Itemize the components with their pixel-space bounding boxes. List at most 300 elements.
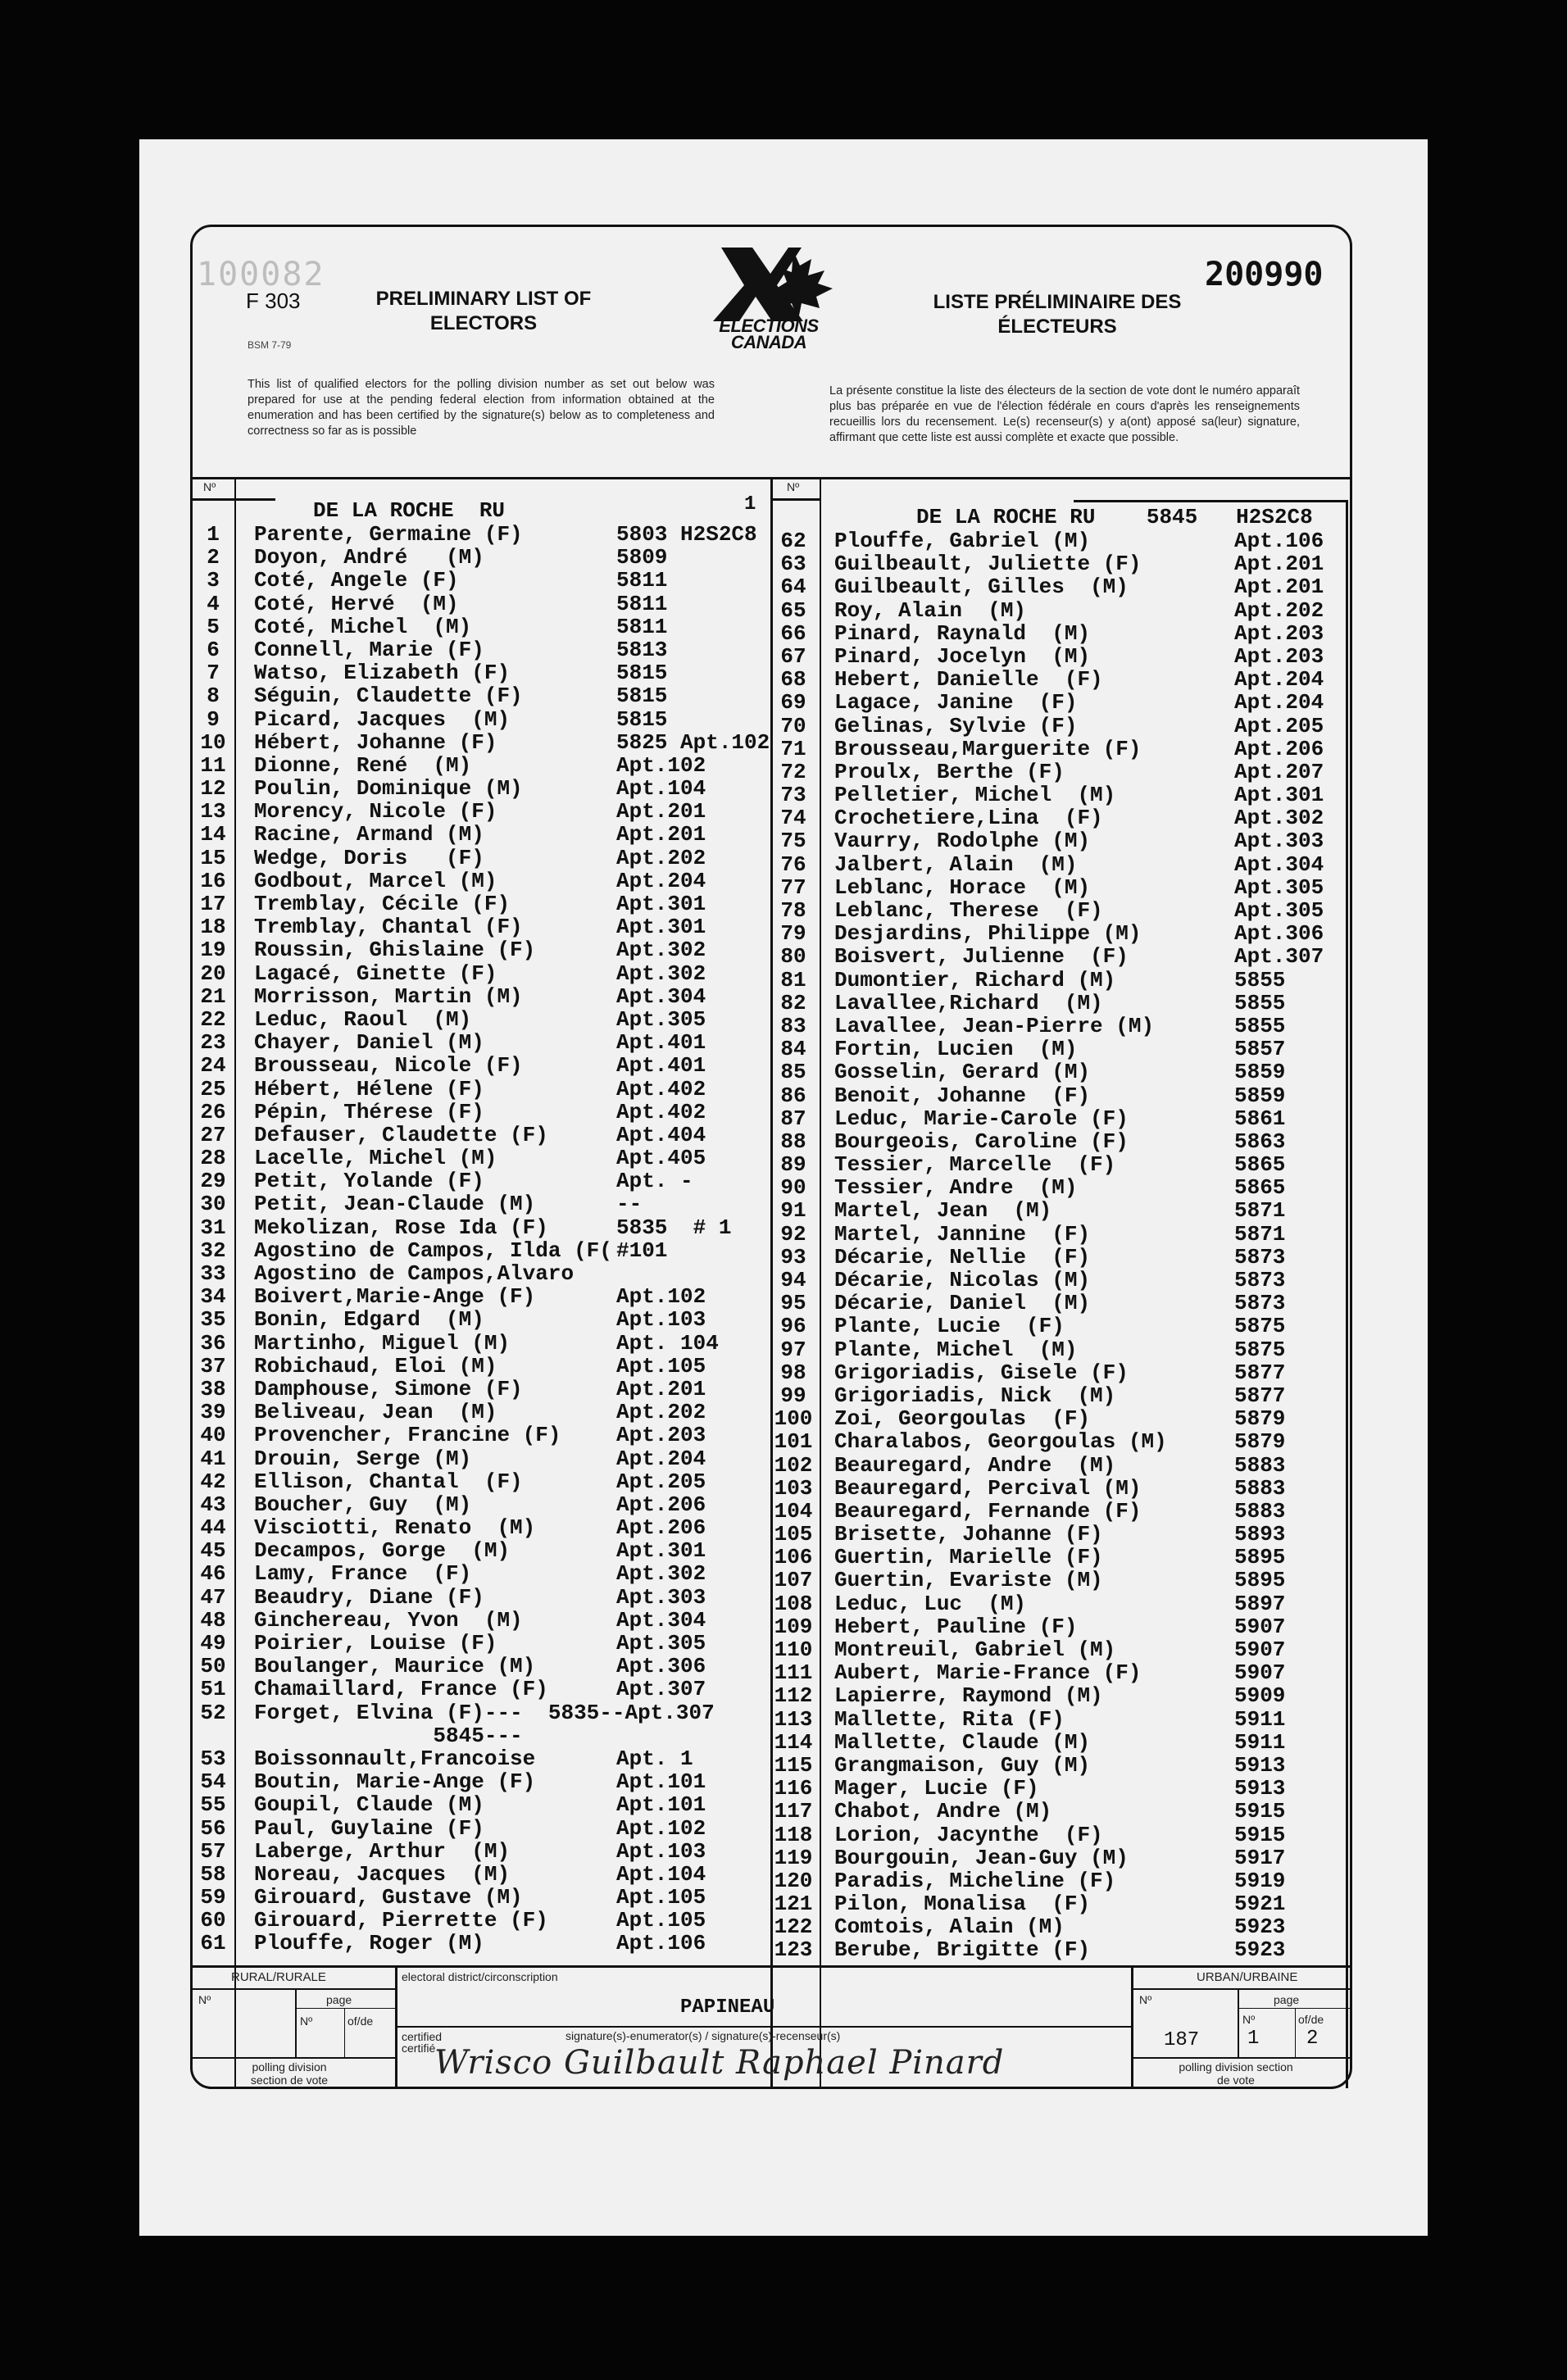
elector-address: Apt.203 <box>1234 620 1324 646</box>
elector-number: 28 <box>200 1146 226 1171</box>
elector-number: 117 <box>774 1799 813 1824</box>
elector-address: 5875 <box>1234 1314 1286 1339</box>
district-label: electoral district/circonscription <box>402 1970 558 1983</box>
elector-row <box>770 1569 1344 1592</box>
elector-row <box>190 1285 767 1308</box>
elector-name: Pilon, Monalisa (F) <box>834 1892 1091 1917</box>
elector-address: 5877 <box>1234 1383 1286 1408</box>
elector-number: 80 <box>780 944 806 970</box>
elector-number: 107 <box>774 1568 813 1593</box>
elector-address: Apt.102 <box>616 1815 706 1841</box>
rural-no-label: Nº <box>198 1993 211 2006</box>
elector-row <box>770 1130 1344 1153</box>
elector-name: Dionne, René (M) <box>254 752 472 778</box>
elector-row <box>190 1424 767 1447</box>
elector-number: 13 <box>200 799 226 824</box>
elector-address: 5907 <box>1234 1614 1286 1639</box>
elector-row <box>770 1223 1344 1246</box>
elector-address: Apt.204 <box>1234 667 1324 693</box>
elector-address: Apt.301 <box>616 1538 706 1564</box>
elector-address: Apt.103 <box>616 1307 706 1333</box>
elector-name: Montreuil, Gabriel (M) <box>834 1637 1116 1662</box>
elector-row <box>190 1216 767 1239</box>
elector-name: Forget, Elvina (F)--- 5835--Apt.307 <box>254 1700 715 1725</box>
district-value: PAPINEAU <box>680 1996 775 2019</box>
elector-address: 5815 <box>616 661 668 686</box>
elector-row <box>190 1262 767 1285</box>
elector-address: 5921 <box>1234 1892 1286 1917</box>
elector-number: 27 <box>200 1122 226 1147</box>
elector-name: Lavallee, Jean-Pierre (M) <box>834 1013 1155 1038</box>
elector-address: 5895 <box>1234 1545 1286 1570</box>
elector-name: Mallette, Rita (F) <box>834 1706 1065 1732</box>
elector-name: Martel, Jean (M) <box>834 1198 1052 1224</box>
right-header-rule <box>1074 500 1347 502</box>
left-page-mark: 1 <box>744 493 756 516</box>
elector-number: 9 <box>207 706 220 732</box>
elector-row <box>190 638 767 661</box>
elector-number: 17 <box>200 892 226 916</box>
elector-row <box>770 529 1344 552</box>
elector-number: 106 <box>774 1545 813 1570</box>
title-french-line2: ÉLECTEURS <box>997 316 1117 338</box>
elector-row <box>770 806 1344 829</box>
elector-name: Hébert, Johanne (F) <box>254 729 497 755</box>
elector-number: 2 <box>207 545 220 570</box>
enumerator-signatures: Wrisco Guilbault Raphael Pinard <box>434 2044 1005 2082</box>
elector-name: Pelletier, Michel (M) <box>834 783 1116 808</box>
elector-address: 5873 <box>1234 1244 1286 1269</box>
faint-document-number: 100082 <box>197 256 325 293</box>
elector-address: Apt.202 <box>616 1400 706 1425</box>
elector-number: 60 <box>200 1908 226 1933</box>
elector-address: 5861 <box>1234 1106 1286 1131</box>
elector-row <box>770 1084 1344 1107</box>
left-no-header-rule <box>190 498 275 501</box>
elector-row <box>770 1708 1344 1731</box>
elector-name: Pépin, Thérese (F) <box>254 1099 484 1124</box>
elector-address: Apt.207 <box>1234 759 1324 784</box>
right-edge-line <box>1346 500 1348 2088</box>
elector-name: Paul, Guylaine (F) <box>254 1815 484 1841</box>
elector-row <box>770 575 1344 598</box>
elector-row <box>190 1909 767 1932</box>
elector-name: Tremblay, Cécile (F) <box>254 892 511 916</box>
elector-address: Apt.305 <box>1234 898 1324 923</box>
rural-page-rule <box>295 2008 395 2009</box>
elector-name: Fortin, Lucien (M) <box>834 1037 1078 1062</box>
elector-row <box>190 1724 767 1747</box>
elector-number: 21 <box>200 983 226 1009</box>
elector-row <box>190 777 767 800</box>
elector-name: Petit, Jean-Claude (M) <box>254 1192 536 1217</box>
elector-name: Plante, Lucie (F) <box>834 1314 1065 1339</box>
intro-paragraph-french: La présente constitue la liste des électeurs de la section de vote dont le numéro apparaît plus bas préparée en vue de l'élection fédérale en cours d'après les renseignements recueillis lors du recensement. Le(s) recenseur(s) y a(ont) apposé sa(leur) signature, affirmant que cette liste est aussi complète et exacte que possible. <box>829 384 1300 444</box>
elector-name: Leduc, Raoul (M) <box>254 1006 472 1032</box>
elector-address: Apt.405 <box>616 1146 706 1171</box>
elector-name: Racine, Armand (M) <box>254 822 484 847</box>
elector-name: Desjardins, Philippe (M) <box>834 921 1142 947</box>
elector-number: 11 <box>200 752 226 778</box>
elector-address: 5825 Apt.102 <box>616 729 770 755</box>
elector-number: 30 <box>200 1192 226 1217</box>
elector-address: Apt.303 <box>616 1584 706 1610</box>
elector-name: Grigoriadis, Nick (M) <box>834 1383 1116 1408</box>
elector-address: Apt.206 <box>616 1515 706 1541</box>
urban-division-number: 187 <box>1164 2029 1200 2051</box>
elector-name: Tessier, Marcelle (F) <box>834 1152 1116 1178</box>
elector-row <box>770 1684 1344 1707</box>
elector-number: 104 <box>774 1498 813 1524</box>
elector-number: 7 <box>207 661 220 686</box>
elector-name: Décarie, Nicolas (M) <box>834 1268 1091 1292</box>
urban-no-label: Nº <box>1139 1993 1152 2006</box>
elector-row <box>770 922 1344 945</box>
rural-of-label: of/de <box>347 2014 374 2028</box>
elector-address: 5883 <box>1234 1498 1286 1524</box>
elector-row <box>770 622 1344 645</box>
elector-row <box>190 1355 767 1378</box>
elector-address: 5809 <box>616 545 668 570</box>
elector-number: 63 <box>780 552 806 577</box>
elector-name: Lorion, Jacynthe (F) <box>834 1822 1103 1847</box>
elector-address: Apt.202 <box>1234 597 1324 623</box>
elector-number: 34 <box>200 1284 226 1310</box>
elector-address: Apt.201 <box>616 1376 706 1401</box>
urban-no-divider <box>1238 1988 1239 2057</box>
elector-name: Boisvert, Julienne (F) <box>834 944 1129 970</box>
urban-header-rule <box>1131 1988 1352 1990</box>
elector-row <box>770 1869 1344 1892</box>
elector-address: Apt.305 <box>1234 874 1324 900</box>
elector-number: 25 <box>200 1076 226 1101</box>
elector-address: 5875 <box>1234 1337 1286 1362</box>
elector-number: 23 <box>200 1030 226 1056</box>
elector-address: 5877 <box>1234 1360 1286 1385</box>
elector-number: 1 <box>207 522 220 547</box>
elector-name: Grangmaison, Guy (M) <box>834 1752 1091 1778</box>
urban-of-label: of/de <box>1298 2013 1324 2026</box>
elector-number: 56 <box>200 1815 226 1841</box>
elector-row <box>190 1378 767 1401</box>
elector-name: Benoit, Johanne (F) <box>834 1083 1091 1108</box>
elector-number: 90 <box>780 1175 806 1201</box>
elector-address: Apt.206 <box>616 1492 706 1517</box>
rural-header-rule <box>190 1988 395 1990</box>
elector-row <box>190 1701 767 1724</box>
elector-row <box>770 1754 1344 1777</box>
elector-number: 116 <box>774 1776 813 1801</box>
elector-address: 5803 H2S2C8 <box>616 522 757 547</box>
elector-address: Apt.307 <box>1234 944 1324 970</box>
elector-name: Ginchereau, Yvon (M) <box>254 1607 523 1633</box>
elector-number: 66 <box>780 620 806 646</box>
elector-number: 51 <box>200 1677 226 1702</box>
urban-page-no-label: Nº <box>1242 2013 1256 2026</box>
elector-row <box>770 738 1344 761</box>
elector-name: Visciotti, Renato (M) <box>254 1515 536 1541</box>
elector-address: 5865 <box>1234 1175 1286 1201</box>
elector-address: Apt.204 <box>1234 690 1324 715</box>
elector-row <box>190 985 767 1008</box>
elector-name: Martinho, Miguel (M) <box>254 1330 511 1356</box>
elector-number: 78 <box>780 898 806 923</box>
elector-name: Chabot, Andre (M) <box>834 1799 1052 1824</box>
elector-name: Boissonnault,Francoise <box>254 1746 536 1771</box>
elector-name: Hebert, Pauline (F) <box>834 1614 1078 1639</box>
elector-address: Apt.101 <box>616 1769 706 1795</box>
elector-address: -- <box>616 1192 643 1217</box>
elector-address: Apt.203 <box>616 1423 706 1448</box>
urban-of-divider <box>1295 2008 1296 2057</box>
elector-row <box>190 1562 767 1585</box>
elector-name: Hebert, Danielle (F) <box>834 667 1103 693</box>
elector-number: 36 <box>200 1330 226 1356</box>
title-english-line2: ELECTORS <box>429 312 538 334</box>
elector-address: 5917 <box>1234 1845 1286 1870</box>
elector-number: 111 <box>774 1660 813 1686</box>
elector-name: Beauregard, Andre (M) <box>834 1452 1116 1478</box>
elector-number: 42 <box>200 1469 226 1494</box>
elector-row <box>190 1863 767 1886</box>
elector-number: 75 <box>780 829 806 854</box>
elector-row <box>190 847 767 870</box>
certified-label: certified certifié <box>402 2030 443 2055</box>
elector-name: Gelinas, Sylvie (F) <box>834 713 1078 738</box>
elector-name: Laberge, Arthur (M) <box>254 1838 511 1864</box>
elector-row <box>770 715 1344 738</box>
elector-row <box>770 1824 1344 1846</box>
elector-number: 26 <box>200 1099 226 1124</box>
elector-address: Apt.307 <box>616 1677 706 1702</box>
elector-address: Apt.104 <box>616 1861 706 1887</box>
elector-row <box>190 1147 767 1170</box>
elector-address: 5923 <box>1234 1937 1286 1963</box>
elector-number: 89 <box>780 1152 806 1178</box>
elector-name: Godbout, Marcel (M) <box>254 868 497 893</box>
elector-number: 115 <box>774 1752 813 1778</box>
elector-address: Apt.105 <box>616 1353 706 1378</box>
elector-name: Bourgouin, Jean-Guy (M) <box>834 1845 1129 1870</box>
elector-row <box>770 1153 1344 1176</box>
elector-name: Drouin, Serge (M) <box>254 1446 472 1471</box>
elector-address: Apt.205 <box>616 1469 706 1494</box>
elector-name: Proulx, Berthe (F) <box>834 759 1065 784</box>
elector-address: 5871 <box>1234 1198 1286 1224</box>
elector-address: Apt. 1 <box>616 1746 693 1771</box>
elector-number: 120 <box>774 1868 813 1893</box>
elector-address: Apt.201 <box>1234 552 1324 577</box>
elector-number: 94 <box>780 1268 806 1292</box>
elector-row <box>190 523 767 546</box>
elector-address: Apt.302 <box>616 1561 706 1587</box>
elector-name: Goupil, Claude (M) <box>254 1792 484 1818</box>
elector-address: 5855 <box>1234 967 1286 992</box>
elector-address: Apt.101 <box>616 1792 706 1818</box>
elector-name: Defauser, Claudette (F) <box>254 1122 548 1147</box>
elector-address: Apt.404 <box>616 1122 706 1147</box>
elector-address: Apt.106 <box>1234 529 1324 553</box>
elector-address: 5907 <box>1234 1637 1286 1662</box>
elector-number: 46 <box>200 1561 226 1587</box>
elector-address: 5873 <box>1234 1268 1286 1292</box>
elector-number: 47 <box>200 1584 226 1610</box>
elector-address: Apt.104 <box>616 776 706 802</box>
elector-address: 5915 <box>1234 1822 1286 1847</box>
elector-row <box>770 1176 1344 1199</box>
footer-urban-divider <box>1131 1965 1133 2088</box>
elector-number: 31 <box>200 1215 226 1240</box>
elector-number: 85 <box>780 1060 806 1085</box>
elector-address: 5865 <box>1234 1152 1286 1178</box>
elector-row <box>190 1447 767 1470</box>
elector-name: Connell, Marie (F) <box>254 637 484 662</box>
elector-number: 122 <box>774 1914 813 1940</box>
elector-number: 69 <box>780 690 806 715</box>
rural-of-divider <box>344 2008 345 2057</box>
elector-name: Bonin, Edgard (M) <box>254 1307 484 1333</box>
elector-row <box>770 1015 1344 1038</box>
elector-name: Girouard, Gustave (M) <box>254 1885 523 1910</box>
elector-name: Martel, Jannine (F) <box>834 1221 1091 1247</box>
elector-name: Damphouse, Simone (F) <box>254 1376 523 1401</box>
elector-number: 73 <box>780 783 806 808</box>
elector-number: 61 <box>200 1931 226 1956</box>
elector-row <box>770 1246 1344 1269</box>
elector-address: 5857 <box>1234 1037 1286 1062</box>
elector-address: 5855 <box>1234 1013 1286 1038</box>
elector-row <box>770 899 1344 922</box>
elector-number: 114 <box>774 1729 813 1755</box>
elector-address: Apt. - <box>616 1169 693 1194</box>
elector-number: 38 <box>200 1376 226 1401</box>
elector-address: 5835 # 1 <box>616 1215 732 1240</box>
elector-row <box>770 1800 1344 1823</box>
elector-number: 48 <box>200 1607 226 1633</box>
elector-number: 3 <box>207 568 220 593</box>
elector-address: 5911 <box>1234 1729 1286 1755</box>
elector-number: 88 <box>780 1129 806 1154</box>
right-street-header: DE LA ROCHE RU 5845 H2S2C8 <box>916 505 1313 529</box>
elector-number: 52 <box>200 1700 226 1725</box>
elector-address: Apt.205 <box>1234 713 1324 738</box>
elector-name: Brousseau,Marguerite (F) <box>834 736 1142 761</box>
elector-address: 5897 <box>1234 1591 1286 1616</box>
elector-number: 123 <box>774 1937 813 1963</box>
elector-number: 50 <box>200 1654 226 1679</box>
elector-row <box>770 783 1344 806</box>
elector-address: Apt.206 <box>1234 736 1324 761</box>
elector-row <box>770 1615 1344 1638</box>
elector-row <box>770 668 1344 691</box>
elector-row <box>770 853 1344 876</box>
elector-number: 118 <box>774 1822 813 1847</box>
elector-number: 15 <box>200 845 226 870</box>
elector-name: Lamy, France (F) <box>254 1561 472 1587</box>
elector-name: Leduc, Marie-Carole (F) <box>834 1106 1129 1131</box>
elector-name: Plouffe, Gabriel (M) <box>834 529 1091 553</box>
elector-name: Beaudry, Diane (F) <box>254 1584 484 1610</box>
elector-address: Apt.103 <box>616 1838 706 1864</box>
elector-address: Apt.305 <box>616 1006 706 1032</box>
footer-top-rule <box>190 1965 1352 1968</box>
elector-address: Apt.301 <box>616 915 706 940</box>
elector-row <box>190 1493 767 1516</box>
elector-row <box>770 1892 1344 1915</box>
elector-name: Paradis, Micheline (F) <box>834 1868 1116 1893</box>
elector-number: 49 <box>200 1631 226 1656</box>
elector-number: 6 <box>207 637 220 662</box>
elector-name: 5845--- <box>254 1723 523 1748</box>
elector-number: 19 <box>200 938 226 963</box>
elector-row <box>770 876 1344 899</box>
elector-name: Chamaillard, France (F) <box>254 1677 548 1702</box>
elector-number: 10 <box>200 729 226 755</box>
elector-number: 101 <box>774 1429 813 1455</box>
elector-number: 79 <box>780 921 806 947</box>
right-no-header-rule <box>770 498 821 501</box>
rural-page-no-label: Nº <box>300 2014 313 2028</box>
elector-number: 32 <box>200 1238 226 1263</box>
elector-row <box>190 1747 767 1770</box>
elector-address: 5815 <box>616 684 668 709</box>
elector-number: 14 <box>200 822 226 847</box>
elector-address: Apt.302 <box>616 961 706 986</box>
elector-number: 103 <box>774 1475 813 1501</box>
elector-name: Beauregard, Fernande (F) <box>834 1498 1142 1524</box>
elector-name: Lapierre, Raymond (M) <box>834 1683 1103 1709</box>
elector-number: 70 <box>780 713 806 738</box>
elector-row <box>770 945 1344 968</box>
elector-row <box>190 1886 767 1909</box>
elector-name: Coté, Michel (M) <box>254 614 472 639</box>
urban-polling-rule <box>1131 2057 1352 2059</box>
elector-row <box>770 1338 1344 1361</box>
elector-name: Crochetiere,Lina (F) <box>834 806 1103 831</box>
elector-address: Apt.304 <box>616 1607 706 1633</box>
elector-row <box>190 615 767 638</box>
elector-row <box>190 1170 767 1192</box>
elector-row <box>190 1332 767 1355</box>
elector-name: Noreau, Jacques (M) <box>254 1861 511 1887</box>
rural-label: RURAL/RURALE <box>231 1970 326 1984</box>
elector-address: #101 <box>616 1238 668 1263</box>
elector-address: 5873 <box>1234 1291 1286 1316</box>
elector-row <box>190 1632 767 1655</box>
elector-row <box>190 1078 767 1101</box>
elector-name: Robichaud, Eloi (M) <box>254 1353 497 1378</box>
elector-address: 5893 <box>1234 1522 1286 1547</box>
elector-number: 119 <box>774 1845 813 1870</box>
elector-name: Décarie, Nellie (F) <box>834 1244 1091 1269</box>
elector-name: Vaurry, Rodolphe (M) <box>834 829 1091 854</box>
bsm-code: BSM 7-79 <box>248 339 292 351</box>
elector-number: 64 <box>780 575 806 600</box>
elector-name: Poulin, Dominique (M) <box>254 776 523 802</box>
elector-row <box>190 1770 767 1793</box>
elector-number: 5 <box>207 614 220 639</box>
rural-page-label: page <box>326 1993 352 2006</box>
elector-address: Apt.105 <box>616 1885 706 1910</box>
elector-address: Apt.402 <box>616 1076 706 1101</box>
elector-name: Plante, Michel (M) <box>834 1337 1078 1362</box>
elector-number: 87 <box>780 1106 806 1131</box>
elector-address: Apt.102 <box>616 1284 706 1310</box>
elector-name: Ellison, Chantal (F) <box>254 1469 523 1494</box>
elector-name: Lagace, Janine (F) <box>834 690 1078 715</box>
elector-number: 67 <box>780 643 806 669</box>
elector-address: 5919 <box>1234 1868 1286 1893</box>
